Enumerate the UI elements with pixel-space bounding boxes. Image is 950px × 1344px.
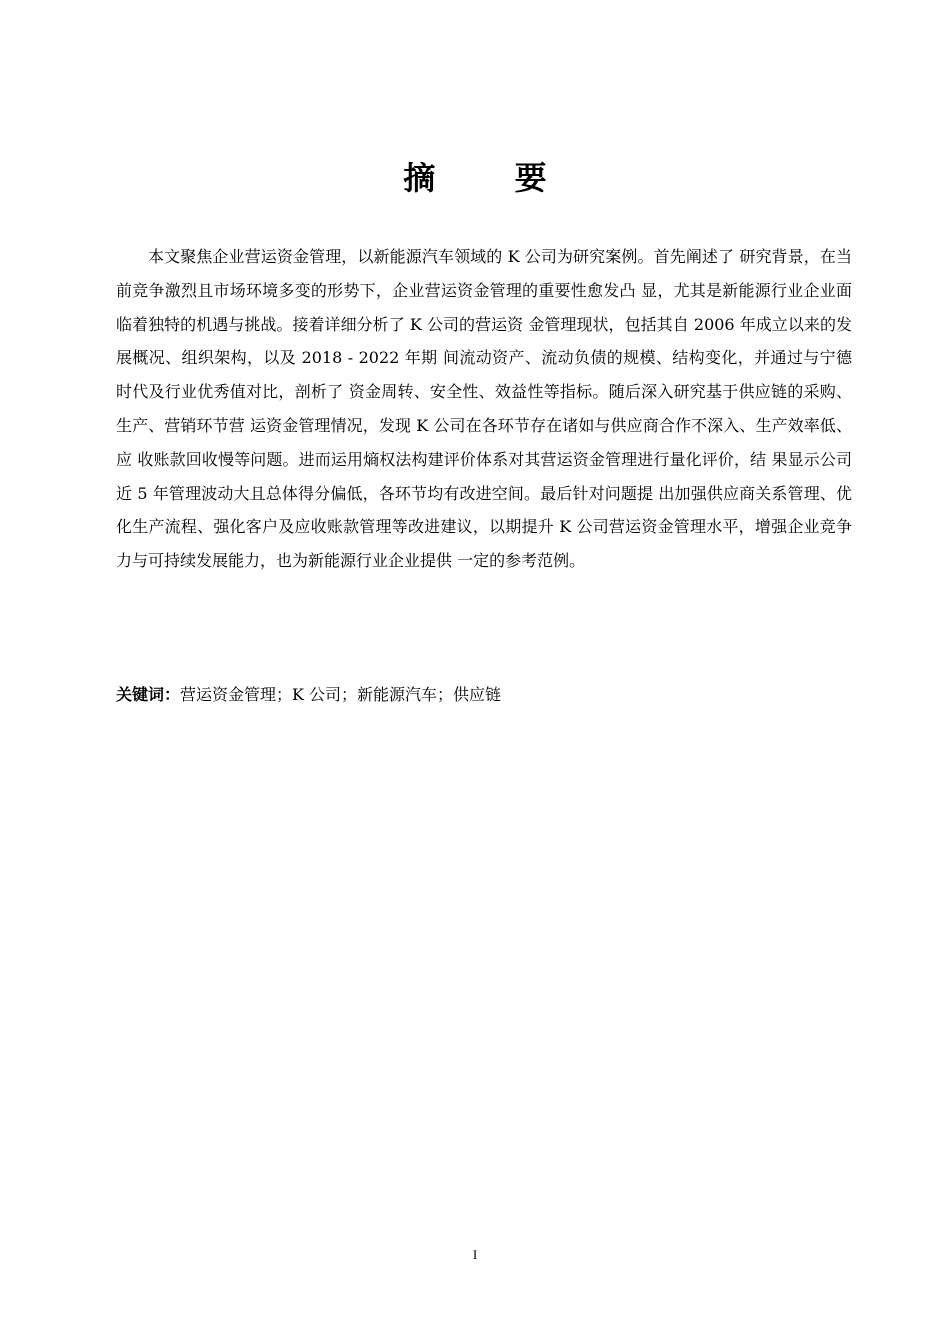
keywords-line (116, 680, 852, 710)
keywords-text: 营运资金管理；K 公司；新能源汽车；供应链 (180, 685, 502, 704)
abstract-title: 摘 要 (403, 159, 581, 197)
keywords-label: 关键词： (116, 685, 181, 704)
page-number: I (472, 1247, 478, 1262)
abstract-body: 本文聚焦企业营运资金管理，以新能源汽车领域的 K 公司为研究案例。首先阐述了 研究背景，在当前竞争激烈且市场环境多变的形势下，企业营运资金管理的重要性愈发凸 显，尤其是新能源行业企业面临着独特的机遇与挑战。接着详细分析了 K 公司的营运资 金管理现状，包括其自 2006 年成立以来的发展概况、组织架构，以及 2018 - 2022 年期 间流动资产、流动负债的规模、结构变化，并通过与宁德时代及行业优秀值对比，剖析了 资金周转、安全性、效益性等指标。随后深入研究基于供应链的采购、生产、营销环节营 运资金管理情况，发现 K 公司在各环节存在诸如与供应商合作不深入、生产效率低、应 收账款回收慢等问题。进而运用熵权法构建评价体系对其营运资金管理进行量化评价，结 果显示公司近 5 年管理波动大且总体得分偏低，各环节均有改进空间。最后针对问题提 出加强供应商关系管理、优化生产流程、强化客户及应收账款管理等改进建议，以期提升 K 公司营运资金管理水平，增强企业竞争力与可持续发展能力，也为新能源行业企业提供 一定的参考范例。 (116, 247, 852, 571)
